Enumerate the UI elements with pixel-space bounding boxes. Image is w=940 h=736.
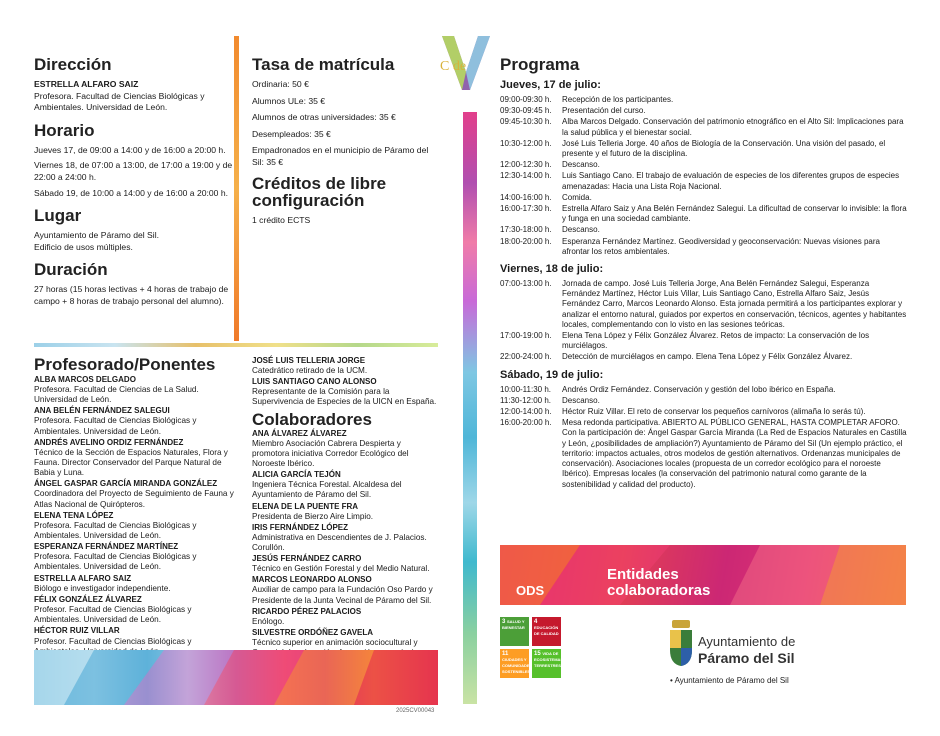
programa-time: 17:00-19:00 h. [500, 331, 552, 341]
programa-activity: Mesa redonda participativa. ABIERTO AL PÚBLICO GENERAL, HASTA COMPLETAR AFORO. Con la participación de: Ángel Gaspar García Miranda (La Red de Espacios Naturales en Castilla y León, ¿posibilidades de ampliación?) Ayuntamiento de Páramo del Sil (Un ejemplo práctico, el territorio: impactos actuales, otros modelos de gestión alternativos. Ordenanzas municipales de conservación). Asociaciones locales (propuesta de un corredor ecológico para el noroeste Ibérico). Empresas locales (la conservación del patrimonio natural como garante de la sostenibilidad y calidad del producto). [562, 418, 907, 489]
person-desc: Coordinadora del Proyecto de Seguimiento de Fauna y Atlas Nacional de Quirópteros. [34, 489, 234, 509]
person-entry [252, 607, 438, 627]
profesorado-colaboradores-column [252, 356, 438, 670]
programa-row [500, 396, 908, 406]
lugar-section [34, 207, 234, 253]
ods-label: ODS [516, 583, 545, 598]
sdg-grid [500, 617, 562, 679]
person-entry [34, 438, 234, 479]
direccion-name: ESTRELLA ALFARO SAIZ [34, 79, 139, 89]
cv-logo [436, 32, 496, 96]
programa-activity: Descanso. [562, 225, 600, 235]
programa-row [500, 193, 908, 203]
ayuntamiento-line2: Páramo del Sil [698, 650, 795, 666]
person-name: LUIS SANTIAGO CANO ALONSO [252, 377, 377, 387]
person-entry [252, 470, 438, 500]
person-entry [34, 626, 234, 636]
ayuntamiento-logo [668, 618, 838, 668]
lugar-heading: Lugar [34, 206, 82, 226]
person-entry [252, 575, 438, 605]
person-name: ESTRELLA ALFARO SAIZ [34, 573, 132, 583]
programa-row [500, 171, 908, 191]
programa-time: 14:00-16:00 h. [500, 192, 552, 202]
tasa-heading: Tasa de matrícula [252, 55, 395, 74]
programa-activity: Detección de murciélagos en campo. Elena Tena López y Félix González Álvarez. [562, 352, 853, 362]
programa-activity: Esperanza Fernández Martínez. Geodiversidad y geoconservación: Nuevas visiones para afrontar los retos ambientales. [562, 236, 880, 256]
logo-letter-c: C de [440, 59, 467, 74]
person-name: ANDRÉS AVELINO ORDIZ FERNÁNDEZ [34, 437, 184, 447]
person-name: SILVESTRE ORDÓÑEZ GAVELA [252, 628, 374, 638]
programa-time: 16:00-20:00 h. [500, 418, 552, 428]
programa-time: 12:00-14:00 h. [500, 407, 552, 417]
programa-day-heading: Sábado, 19 de julio: [500, 368, 604, 381]
programa-activity: Elena Tena López y Félix González Álvarez. Retos de impacto: La conservación de los murciélagos. [562, 331, 870, 351]
person-entry [34, 542, 234, 572]
person-entry [252, 502, 438, 522]
tasa-line: Alumnos de otras universidades: 35 € [252, 112, 396, 123]
person-name: ALICIA GARCÍA TEJÓN [252, 470, 341, 480]
horario-line: Jueves 17, de 09:00 a 14:00 y de 16:00 a 20:00 h. [34, 144, 226, 155]
programa-activity: Alba Marcos Delgado. Conservación del patrimonio etnográfico en el Alto Sil: Implicaciones para la salud pública y el bienestar social. [562, 117, 904, 137]
profesorado-list [34, 375, 234, 636]
person-desc: Representante de la Comisión para la Supervivencia de Especies de la UICN en España. [252, 387, 437, 407]
programa-activity: Jornada de campo. José Luis Telleria Jorge, Ana Belén Fernández Salegui, Esperanza Fernández Martínez, Héctor Luis Villar, Luis Santiago Cano, Estrella Alfaro Saiz, Jesús Fernández Carro, Marcos Leonardo Alonso. Esta jornada permitirá a los participantes explorar y analizar el entorno natural, guiados por expertos en conservación, técnicos, agentes y habitantes locales, complementando con lo visto en las sesiones teóricas. [562, 279, 907, 329]
programa-row [500, 204, 908, 224]
colaboradores-list [252, 429, 438, 669]
tasa-line: Ordinaria: 50 € [252, 79, 309, 89]
person-desc: Profesora. Facultad de Ciencias de La Salud. Universidad de León. [34, 385, 199, 405]
programa-day-heading: Jueves, 17 de julio: [500, 79, 601, 91]
programa-activity: Andrés Ordiz Fernández. Conservación y gestión del lobo ibérico en España. [562, 384, 836, 394]
horario-line: Viernes 18, de 07:00 a 13:00, de 17:00 a 19:00 y de 22:00 a 24:00 h. [34, 160, 233, 182]
entidades-list-item: • Ayuntamiento de Páramo del Sil [670, 676, 789, 685]
person-desc: Biólogo e investigador independiente. [34, 583, 171, 593]
programa-row [500, 279, 908, 330]
direccion-section [34, 56, 234, 114]
programa-row [500, 160, 908, 170]
document-code: 2025CV00043 [396, 708, 435, 714]
programa-time: 07:00-13:00 h. [500, 279, 552, 289]
bottom-band-pattern [34, 650, 438, 705]
programa-activity: Comida. [562, 192, 592, 202]
info-column [34, 56, 234, 316]
colaboradores-heading: Colaboradores [252, 409, 372, 429]
programa-row [500, 407, 908, 417]
programa-activity: Recepción de los participantes. [562, 95, 674, 104]
person-name: ÁNGEL GASPAR GARCÍA MIRANDA GONZÁLEZ [34, 479, 218, 489]
person-entry [252, 356, 438, 376]
person-desc: Catedrático retirado de la UCM. [252, 366, 368, 375]
person-entry [34, 595, 234, 625]
person-name: ELENA TENA LÓPEZ [34, 510, 114, 520]
programa-time: 18:00-20:00 h. [500, 236, 552, 246]
programa-time: 10:30-12:00 h. [500, 138, 552, 148]
person-entry [34, 574, 234, 594]
programa-row [500, 117, 908, 137]
sdg-tile: 4 EDUCACIÓN DE CALIDAD [532, 617, 561, 646]
person-desc: Enólogo. [252, 616, 285, 626]
sdg-tile: 3 SALUD Y BIENESTAR [500, 617, 529, 646]
programa-time: 22:00-24:00 h. [500, 352, 552, 362]
person-name: ELENA DE LA PUENTE FRA [252, 501, 359, 511]
horizontal-divider-stripe [34, 343, 438, 347]
person-name: ESPERANZA FERNÁNDEZ MARTÍNEZ [34, 542, 179, 552]
programa-time: 12:30-14:00 h. [500, 171, 552, 181]
person-desc: Miembro Asociación Cabrera Despierta y promotora iniciativa Corredor Ecológico del Noroeste Ibérico. [252, 438, 409, 469]
decorative-bottom-band [34, 650, 438, 705]
programa-activity: Luis Santiago Cano. El trabajo de evaluación de especies de los diferentes grupos de especies amenazadas: Hacia una Lista Roja Nacional. [562, 171, 900, 191]
programa-activity: Descanso. [562, 160, 600, 170]
person-entry [252, 429, 438, 470]
person-desc: Técnico en Gestión Forestal y del Medio Natural. [252, 564, 430, 574]
person-desc: Ingeniera Técnica Forestal. Alcaldesa del Ayuntamiento de Páramo del Sil. [252, 480, 402, 500]
programa-row [500, 225, 908, 235]
person-name: JOSÉ LUIS TELLERIA JORGE [252, 356, 366, 365]
direccion-heading: Dirección [34, 55, 112, 74]
programa-time: 12:00-12:30 h. [500, 160, 552, 170]
person-entry [252, 377, 438, 407]
programa-time: 09:45-10:30 h. [500, 117, 552, 127]
person-name: ANA BELÉN FERNÁNDEZ SALEGUI [34, 406, 170, 416]
duracion-text: 27 horas (15 horas lectivas + 4 horas de trabajo de campo + 8 horas de trabajo personal del alumno). [34, 284, 229, 306]
person-name: FÉLIX GONZÁLEZ ÁLVAREZ [34, 594, 142, 604]
programa-row [500, 331, 908, 351]
programa-days [500, 79, 908, 490]
person-desc: Profesora. Facultad de Ciencias Biológicas y Ambientales. Universidad de León. [34, 520, 197, 541]
person-desc: Administrativa en Descendientes de J. Palacios. Corullón. [252, 532, 427, 553]
profesorado-section [34, 356, 234, 659]
programa-row [500, 95, 908, 105]
duracion-heading: Duración [34, 260, 108, 280]
profesorado-list-continued [252, 356, 438, 408]
orange-vertical-stripe [234, 36, 239, 341]
tasa-line: Alumnos ULe: 35 € [252, 95, 326, 106]
programa-row [500, 352, 908, 362]
multicolor-vertical-stripe [463, 112, 477, 704]
horario-section [34, 122, 234, 199]
programa-row [500, 237, 908, 257]
person-desc: Profesor. Facultad de Ciencias Biológicas y Ambientales. Universidad de León. [34, 604, 192, 625]
programa-time: 10:00-11:30 h. [500, 384, 552, 394]
person-name: ALBA MARCOS DELGADO [34, 375, 136, 384]
programa-time: 16:00-17:30 h. [500, 204, 552, 214]
programa-row [500, 106, 908, 116]
person-desc: Profesora. Facultad de Ciencias Biológicas y Ambientales. Universidad de León. [34, 552, 197, 572]
ayuntamiento-line1: Ayuntamiento de [698, 634, 796, 649]
programa-row [500, 139, 908, 159]
person-name: MARCOS LEONARDO ALONSO [252, 575, 372, 585]
person-desc: Auxiliar de campo para la Fundación Oso Pardo y Presidente de la Junta Vecinal de Páramo del Sil. [252, 585, 433, 605]
entidades-label: Entidades colaboradoras [607, 566, 711, 599]
entidades-band [500, 545, 906, 605]
programa-activity: Estrella Alfaro Saiz y Ana Belén Fernández Salegui. La dificultad de conservar lo invisible: la flora y funga en una sociedad cambiante. [562, 204, 907, 224]
programa-time: 09:30-09:45 h. [500, 106, 552, 116]
person-entry [252, 554, 438, 574]
person-entry [34, 511, 234, 541]
programa-time: 17:30-18:00 h. [500, 225, 552, 235]
programa-activity: José Luis Telleria Jorge. 40 años de Biología de la Conservación. Una visión del pasado, el presente y el futuro de la disciplina. [562, 138, 886, 159]
duracion-section [34, 261, 234, 307]
person-desc: Profesora. Facultad de Ciencias Biológicas y Ambientales. Universidad de León. [34, 416, 197, 436]
person-entry [34, 479, 234, 509]
tasa-line: Empadronados en el municipio de Páramo del Sil: 35 € [252, 145, 429, 167]
person-desc: Presidenta de Bierzo Aire Limpio. [252, 511, 374, 521]
person-name: IRIS FERNÁNDEZ LÓPEZ [252, 522, 349, 532]
lugar-line: Edificio de usos múltiples. [34, 241, 133, 252]
programa-time: 09:00-09:30 h. [500, 95, 552, 104]
person-name: RICARDO PÉREZ PALACIOS [252, 606, 362, 616]
programa-heading: Programa [500, 55, 580, 74]
programa-section [500, 56, 908, 491]
person-name: HÉCTOR RUIZ VILLAR [34, 626, 120, 636]
person-entry [34, 375, 234, 405]
horario-line: Sábado 19, de 10:00 a 14:00 y de 16:00 a 20:00 h. [34, 187, 229, 198]
creditos-text: 1 crédito ECTS [252, 214, 311, 225]
programa-day-heading: Viernes, 18 de julio: [500, 263, 604, 276]
person-name: JESÚS FERNÁNDEZ CARRO [252, 554, 362, 564]
creditos-heading: Créditos de libre configuración [252, 173, 387, 210]
fees-column [252, 56, 442, 231]
direccion-desc: Profesora. Facultad de Ciencias Biológicas y Ambientales. Universidad de León. [34, 90, 205, 113]
coat-of-arms-icon [668, 620, 694, 666]
person-entry [34, 406, 234, 436]
sdg-tile: 15 VIDA DE ECOSISTEMAS TERRESTRES [532, 649, 561, 678]
programa-row [500, 418, 908, 489]
lugar-line: Ayuntamiento de Páramo del Sil. [34, 230, 159, 241]
sdg-tile: 11 CIUDADES Y COMUNIDADES SOSTENIBLES [500, 649, 529, 678]
programa-activity: Descanso. [562, 395, 600, 405]
person-desc: Técnico de la Sección de Espacios Naturales, Flora y Fauna. Director Conservador del Parque Natural de Babia y Luna. [34, 447, 228, 478]
person-desc: Profesor. Facultad de Ciencias Biológicas y [34, 637, 192, 647]
programa-activity: Presentación del curso. [562, 106, 646, 116]
tasa-line: Desempleados: 35 € [252, 128, 331, 139]
programa-row [500, 385, 908, 395]
programa-activity: Héctor Ruiz Villar. El reto de conservar los pequeños carnívoros (alimaña lo serás tú). [562, 407, 866, 417]
person-name: ANA ÁLVAREZ ÁLVAREZ [252, 428, 347, 438]
profesorado-heading: Profesorado/Ponentes [34, 355, 216, 374]
programa-time: 11:30-12:00 h. [500, 395, 552, 405]
horario-heading: Horario [34, 120, 95, 140]
person-desc: Técnico superior en animación sociocultural y [252, 638, 418, 648]
person-entry [252, 523, 438, 553]
